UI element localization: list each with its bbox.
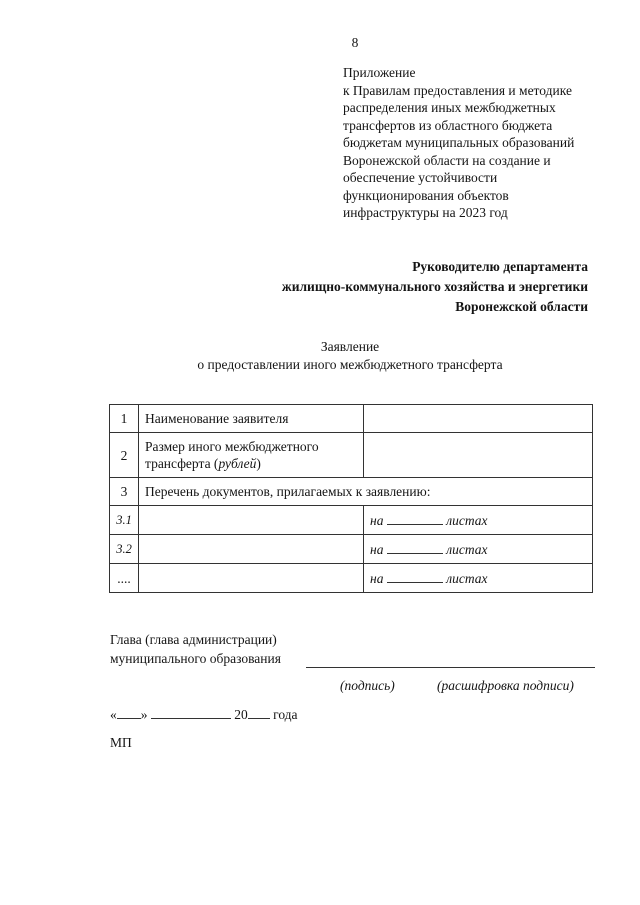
annex-line: обеспечение устойчивости <box>343 170 498 185</box>
table-row <box>110 564 593 593</box>
addressee-line: Руководителю департамента <box>412 259 588 274</box>
documents-list-label: Перечень документов, прилагаемых к заявлению: <box>139 478 593 506</box>
signature-line[interactable] <box>306 667 595 668</box>
month-field[interactable] <box>151 705 231 719</box>
document-title <box>0 338 640 374</box>
annex-note <box>343 64 633 222</box>
addressee-block <box>282 257 588 317</box>
addressee-line: Воронежской области <box>455 299 588 314</box>
table-row <box>110 405 593 433</box>
document-name-field[interactable] <box>139 506 364 535</box>
page-number: 8 <box>351 35 359 50</box>
row-number: 3.1 <box>110 506 139 535</box>
annex-line: Воронежской области на создание и <box>343 152 551 168</box>
signatory-block <box>110 630 281 668</box>
row-number: .... <box>110 564 139 593</box>
table-row <box>110 478 593 506</box>
row-number: 3 <box>110 478 139 506</box>
title-line-1: Заявление <box>320 339 380 354</box>
day-field[interactable] <box>117 705 141 719</box>
open-quote: « <box>110 707 117 722</box>
date-line <box>110 705 298 723</box>
sheet-count-cell <box>364 506 593 535</box>
close-quote: » <box>140 707 148 722</box>
sheet-count-field[interactable] <box>387 541 443 554</box>
annex-line: Приложение <box>343 65 416 80</box>
annex-line: бюджетам муниципальных образований <box>343 135 575 150</box>
table-row <box>110 433 593 478</box>
sheet-prefix: на <box>370 541 384 557</box>
row-number: 3.2 <box>110 535 139 564</box>
stamp-place: МП <box>110 735 132 750</box>
table-row <box>110 506 593 535</box>
annex-line: функционирования объектов <box>343 187 509 203</box>
unit-label: рублей <box>218 456 257 471</box>
row-number: 1 <box>110 405 139 433</box>
transfer-amount-label <box>139 433 364 478</box>
addressee-line: жилищно-коммунального хозяйства и энергетики <box>281 279 588 294</box>
row-number: 2 <box>110 433 139 478</box>
transfer-amount-field[interactable] <box>364 433 593 478</box>
signatory-title-line: Глава (глава администрации) <box>110 632 277 647</box>
annex-line: к Правилам предоставления и методике <box>343 82 572 98</box>
sheet-count-cell <box>364 564 593 593</box>
sheet-prefix: на <box>370 570 384 586</box>
sheet-suffix: листах <box>446 570 488 586</box>
applicant-name-field[interactable] <box>364 405 593 433</box>
year-prefix: 20 <box>234 707 248 722</box>
label-line: Размер иного межбюджетного <box>145 439 319 454</box>
title-line-2: о предоставлении иного межбюджетного трансферта <box>197 357 503 372</box>
label-line: трансферта ( <box>145 456 219 471</box>
sheet-count-cell <box>364 535 593 564</box>
year-field[interactable] <box>248 705 270 719</box>
annex-line: инфраструктуры на 2023 год <box>343 205 508 220</box>
sheet-suffix: листах <box>446 512 488 528</box>
annex-line: трансфертов из областного бюджета <box>343 117 553 133</box>
sheet-count-field[interactable] <box>387 512 443 525</box>
signatory-title-line: муниципального образования <box>110 651 281 666</box>
document-name-field[interactable] <box>139 535 364 564</box>
sheet-suffix: листах <box>446 541 488 557</box>
signature-caption: (подпись) <box>340 678 395 693</box>
name-caption: (расшифровка подписи) <box>437 678 574 693</box>
sheet-count-field[interactable] <box>387 570 443 583</box>
sheet-prefix: на <box>370 512 384 528</box>
label-line: ) <box>256 456 261 471</box>
application-form-table <box>109 404 593 593</box>
year-suffix: года <box>273 707 298 722</box>
annex-line: распределения иных межбюджетных <box>343 100 556 115</box>
applicant-name-label: Наименование заявителя <box>139 405 364 433</box>
document-name-field[interactable] <box>139 564 364 593</box>
table-row <box>110 535 593 564</box>
